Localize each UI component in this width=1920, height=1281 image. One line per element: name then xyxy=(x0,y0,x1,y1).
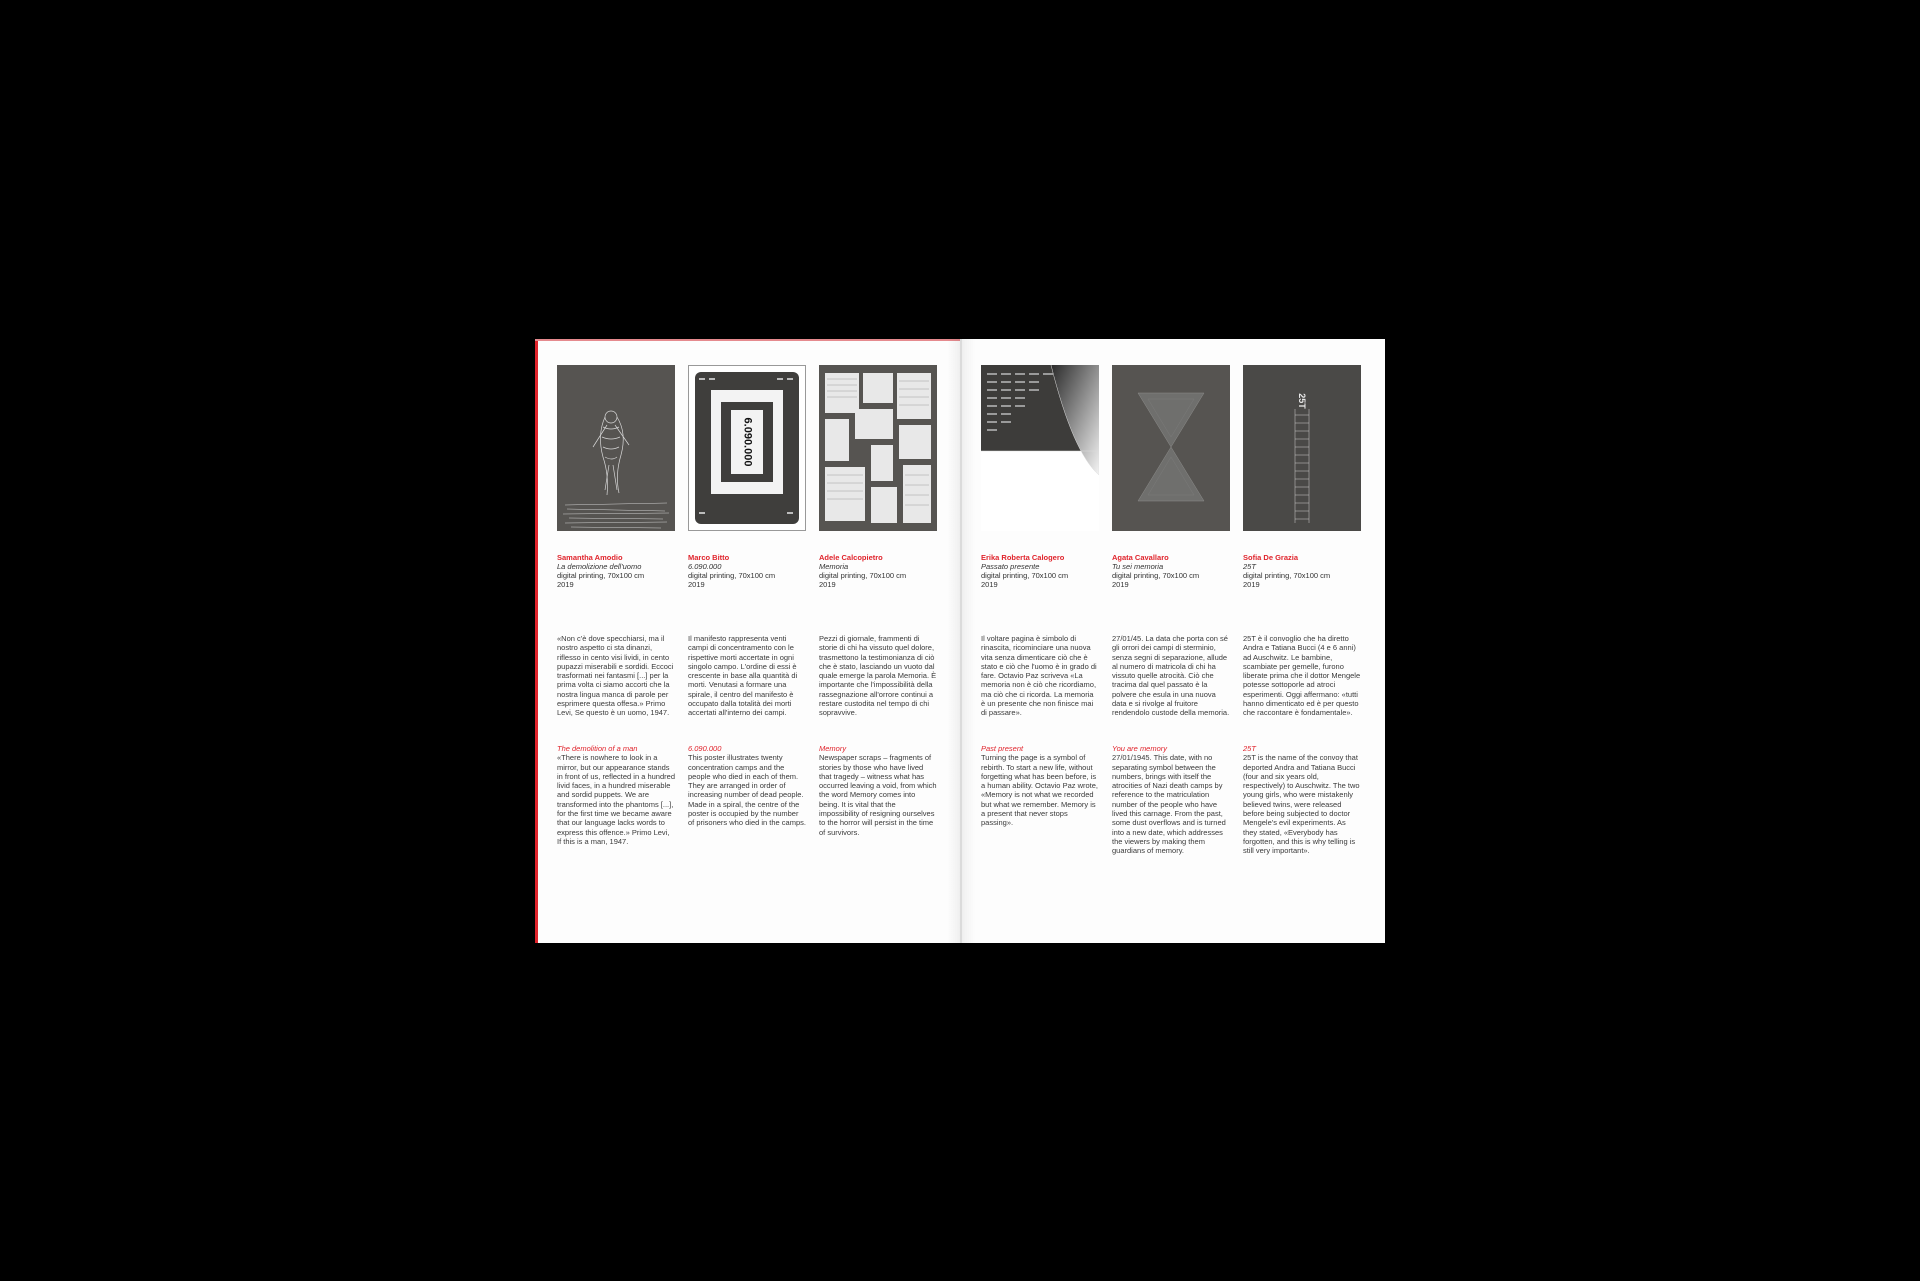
work-year: 2019 xyxy=(1243,580,1260,589)
poster-thumbnail-2 xyxy=(688,365,806,531)
english-description: This poster illustrates twenty concentration camps and the people who died in each of them. They are arranged in order of increasing number of dead people. Made in a spiral, the centre of the poster is occupied by the number of prisoners who died in the camps. xyxy=(688,753,806,828)
page-edge-red xyxy=(535,339,538,943)
work-medium: digital printing, 70x100 cm xyxy=(819,571,907,580)
work-medium: digital printing, 70x100 cm xyxy=(557,571,645,580)
work-year: 2019 xyxy=(1112,580,1129,589)
italian-description: Pezzi di giornale, frammenti di storie di chi ha vissuto quel dolore, trasmettono la testimonianza di ciò che è stato, lasciando un vuoto dal quale emerge la parola Memoria. È importante che l'impossibilità della rassegnazione all'orrore continui a restare custodita nel tempo di chi sopravvive. xyxy=(819,634,937,718)
work-year: 2019 xyxy=(557,580,574,589)
author-name: Adele Calcopietro xyxy=(819,553,883,562)
work-medium: digital printing, 70x100 cm xyxy=(1112,571,1200,580)
poster-thumbnail-5 xyxy=(1112,365,1230,531)
english-section xyxy=(981,744,1099,828)
spine-gutter xyxy=(947,339,975,943)
italian-description: Il voltare pagina è simbolo di rinascita, ricominciare una nuova vita senza dimenticare ciò che è stato e ciò che l'uomo è in grado di fare. Octavio Paz scriveva «La memoria non è ciò che ricordiamo, ma ciò che ci ricorda. La memoria è un presente che non finisce mai di passare». xyxy=(981,634,1097,718)
work-medium: digital printing, 70x100 cm xyxy=(688,571,776,580)
work-year: 2019 xyxy=(819,580,836,589)
poster-number: 6.090.000 xyxy=(741,417,753,467)
work-title: Memoria xyxy=(819,562,849,571)
work-title: La demolizione dell'uomo xyxy=(557,562,642,571)
author-name: Agata Cavallaro xyxy=(1112,553,1169,562)
english-description: Turning the page is a symbol of rebirth. To start a new life, without forgetting what has been before, is a human ability. Octavio Paz wrote, «Memory is not what we recorded but what we remember. Memory is a present that never stops passing». xyxy=(981,753,1098,828)
poster-convoy-label-box xyxy=(1291,391,1313,411)
author-name: Erika Roberta Calogero xyxy=(981,553,1065,562)
poster-thumbnail-3 xyxy=(819,365,937,531)
work-medium: digital printing, 70x100 cm xyxy=(1243,571,1331,580)
work-medium: digital printing, 70x100 cm xyxy=(981,571,1069,580)
italian-description: Il manifesto rappresenta venti campi di concentramento con le rispettive morti accertate in ogni singolo campo. L'ordine di essi è crescente in base alla quantità di morti. Venutasi a formare una spirale, il centro del manifesto è occupato dalla totalità dei morti accertati all'interno dei campi. xyxy=(688,634,798,718)
poster-thumbnail-6 xyxy=(1243,365,1361,531)
work-year: 2019 xyxy=(981,580,998,589)
poster-convoy-label: 25T xyxy=(1296,393,1307,409)
work-caption-6 xyxy=(1243,553,1361,589)
author-name: Marco Bitto xyxy=(688,553,730,562)
english-section xyxy=(1243,744,1361,856)
work-caption-5 xyxy=(1112,553,1230,589)
work-title: 25T xyxy=(1243,562,1256,571)
english-description: Newspaper scraps – fragments of stories by those who have lived that tragedy – witness what has occurred leaving a void, from which the word Memory comes into being. It is vital that the impossibility of resigning ourselves to the horror will persist in the time of survivors. xyxy=(819,753,937,837)
work-title: Tu sei memoria xyxy=(1112,562,1164,571)
work-caption-3 xyxy=(819,553,937,589)
work-caption-1 xyxy=(557,553,675,589)
english-section xyxy=(688,744,806,828)
english-title: Memory xyxy=(819,744,847,753)
italian-description: 25T è il convoglio che ha diretto Andra e Tatiana Bucci (4 e 6 anni) ad Auschwitz. Le bambine, scambiate per gemelle, furono liberate prima che il dottor Mengele potesse sottoporle ad atroci esperimenti. Oggi affermano: «tutti hanno dimenticato ed è per questo che raccontare è fondamentale». xyxy=(1243,634,1361,718)
english-section xyxy=(1112,744,1230,856)
english-description: «There is nowhere to look in a mirror, but our appearance stands in front of us, reflected in a hundred livid faces, in a hundred miserable and sordid puppets. We are transformed into the phantoms [...], for the first time we became aware that our language lacks words to express this offence.» Primo Levi, If this is a man, 1947. xyxy=(557,753,675,846)
work-caption-4 xyxy=(981,553,1099,589)
poster-number-box xyxy=(731,410,763,474)
english-description: 25T is the name of the convoy that deported Andra and Tatiana Bucci (four and six years old, respectively) to Auschwitz. The two young girls, who were mistakenly believed twins, were released before being subjected to doctor Mengele's evil experiments. As they stated, «Everybody has forgotten, and this is why telling is still very important». xyxy=(1243,753,1360,856)
booklet-spread xyxy=(535,339,1385,943)
english-section xyxy=(557,744,675,846)
english-title: You are memory xyxy=(1112,744,1168,753)
poster-thumbnail-1 xyxy=(557,365,675,531)
work-title: Passato presente xyxy=(981,562,1040,571)
english-description: 27/01/1945. This date, with no separating symbol between the numbers, brings with itself the atrocities of Nazi death camps by reference to the matriculation number of the people who have lived this carnage. From the past, some dust overflows and is turned into a new date, which addresses the viewers by making them guardians of memory. xyxy=(1112,753,1226,856)
english-title: Past present xyxy=(981,744,1024,753)
author-name: Sofia De Grazia xyxy=(1243,553,1299,562)
work-year: 2019 xyxy=(688,580,705,589)
italian-description: «Non c'è dove specchiarsi, ma il nostro aspetto ci sta dinanzi, riflesso in cento visi lividi, in cento pupazzi miserabili e sordidi. Eccoci trasformati nei fantasmi [...] per la prima volta ci siamo accorti che la nostra lingua manca di parole per esprimere questa offesa.» Primo Levi, Se questo è un uomo, 1947. xyxy=(557,634,674,718)
work-caption-2 xyxy=(688,553,806,589)
english-section xyxy=(819,744,937,837)
english-title: 6.090.000 xyxy=(688,744,722,753)
author-name: Samantha Amodio xyxy=(557,553,623,562)
page-edge-top xyxy=(535,339,960,341)
english-title: The demolition of a man xyxy=(557,744,638,753)
italian-description: 27/01/45. La data che porta con sé gli orrori dei campi di sterminio, senza segni di separazione, allude al numero di matricola di chi ha vissuto quelle atrocità. Ciò che tracima dal quel passato è la polvere che esula in una nuova data e si rivolge al fruitore rendendolo custode della memoria. xyxy=(1112,634,1230,718)
work-title: 6.090.000 xyxy=(688,562,722,571)
english-title: 25T xyxy=(1243,744,1256,753)
poster-thumbnail-4 xyxy=(981,365,1099,531)
